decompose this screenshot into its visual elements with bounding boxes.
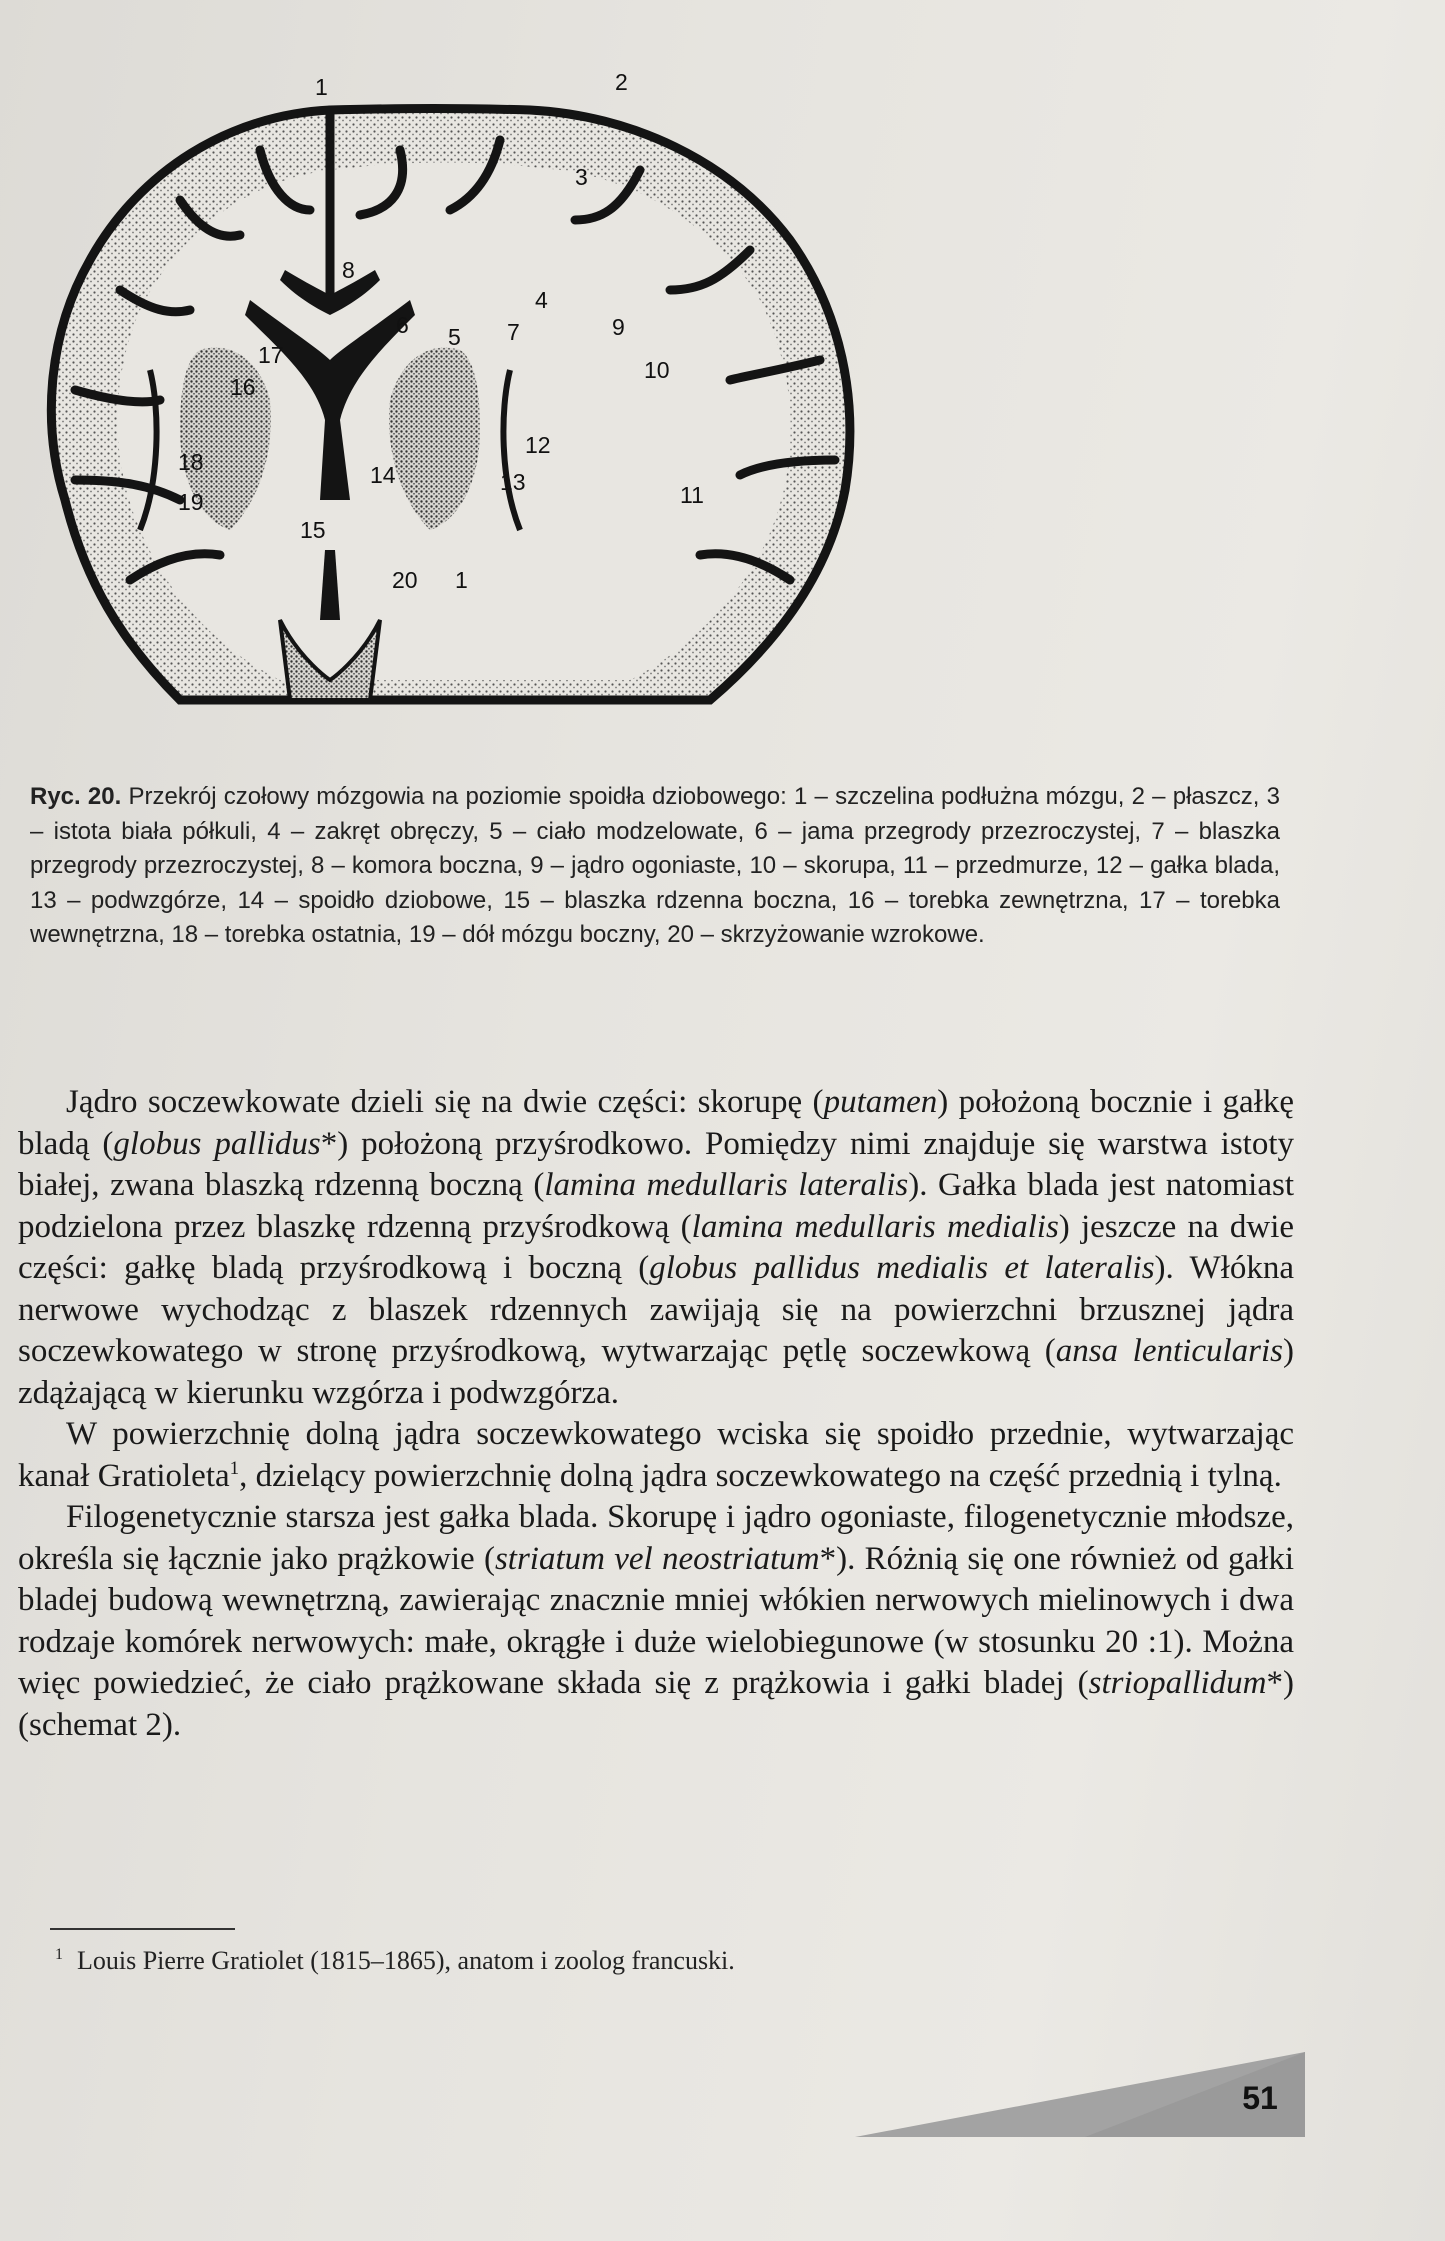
fig-label-4: 4 bbox=[535, 287, 548, 313]
fig-label-11: 11 bbox=[680, 482, 704, 508]
fig-label-1-bottom: 1 bbox=[455, 567, 468, 593]
fig-label-2: 2 bbox=[615, 69, 628, 95]
text-run: ) położoną bocznie i gałkę bladą ( bbox=[18, 1084, 1294, 1162]
fig-label-1: 1 bbox=[315, 74, 328, 100]
fig-label-14: 14 bbox=[370, 462, 396, 488]
text-run: Filogenetycznie starsza jest gałka blada. Skorupę i jądro ogoniaste, filogenetycznie młodsze, określa się łącznie jako prążkowie ( bbox=[18, 1499, 1294, 1577]
fig-label-12: 12 bbox=[525, 432, 551, 458]
caption-text: Przekrój czołowy mózgowia na poziomie spoidła dziobowego: 1 – szczelina podłużna mózgu, 2 – płaszcz, 3 – istota biała półkuli, 4 – zakręt obręczy, 5 – ciało modzelowate, 6 – jama przegrody przezroczystej, 7 – blaszka przegrody przezroczystej, 8 – komora boczna, 9 – jądro ogoniaste, 10 – skorupa, 11 – przedmurze, 12 – gałka blada, 13 – podwzgórze, 14 – spoidło dziobowe, 15 – blaszka rdzenna boczna, 16 – torebka zewnętrzna, 17 – torebka wewnętrzna, 18 – torebka ostatnia, 19 – dół mózgu boczny, 20 – skrzyżowanie wzrokowe. bbox=[30, 783, 1280, 948]
footnote-text: Louis Pierre Gratiolet (1815–1865), anatom i zoolog francuski. bbox=[77, 1946, 735, 1975]
fig-label-8: 8 bbox=[342, 257, 355, 283]
fig-label-3: 3 bbox=[575, 164, 588, 190]
fig-label-19: 19 bbox=[178, 489, 204, 515]
footnote-ref: 1 bbox=[229, 1457, 240, 1479]
text-run: *). Różnią się one również od gałki bladej budową wewnętrzną, zawierając znacznie mniej włókien nerwowych mielinowych i dwa rodzaje komórek nerwowych: małe, okrągłe i duże wielobiegunowe (w stosunku 20 :1). Można więc powiedzieć, że ciało prążkowane składa się z prążkowia i gałki bladej ( bbox=[18, 1540, 1294, 1701]
italic-term: globus pallidus medialis et lateralis bbox=[649, 1250, 1155, 1286]
text-run: Jądro soczewkowate dzieli się na dwie części: skorupę ( bbox=[66, 1084, 824, 1120]
text-run: *) położoną przyśrodkowo. Pomiędzy nimi znajduje się warstwa istoty białej, zwana blaszką rdzenną boczną ( bbox=[18, 1125, 1295, 1203]
fig-label-13: 13 bbox=[500, 469, 526, 495]
fig-label-17: 17 bbox=[258, 342, 284, 368]
page-number: 51 bbox=[1242, 2080, 1278, 2116]
fig-label-18: 18 bbox=[178, 449, 204, 475]
italic-term: lamina medullaris lateralis bbox=[544, 1167, 909, 1203]
text-run: , dzielący powierzchnię dolną jądra soczewkowatego na część przednią i tylną. bbox=[239, 1457, 1282, 1494]
fig-label-7: 7 bbox=[507, 319, 520, 345]
brain-illustration bbox=[30, 60, 870, 760]
fig-label-20: 20 bbox=[392, 567, 418, 593]
italic-term: striopallidum bbox=[1088, 1665, 1267, 1701]
footnote-mark: 1 bbox=[55, 1946, 63, 1964]
paragraph-3 bbox=[18, 1497, 1294, 1746]
fig-label-6: 6 bbox=[396, 312, 409, 338]
italic-term: striatum vel neostriatum bbox=[494, 1540, 820, 1577]
fig-label-16: 16 bbox=[230, 374, 256, 400]
fig-label-10: 10 bbox=[644, 357, 670, 383]
figure-caption bbox=[30, 780, 1280, 953]
fig-label-5: 5 bbox=[448, 324, 461, 350]
text-run: ) zdążającą w kierunku wzgórza i podwzgórza. bbox=[18, 1333, 1294, 1411]
caption-label: Ryc. 20. bbox=[30, 783, 122, 810]
main-text bbox=[18, 1082, 1294, 1746]
text-run: ). Gałka blada jest natomiast podzielona przez blaszkę rdzenną przyśrodkową ( bbox=[18, 1167, 1295, 1245]
italic-term: lamina medullaris medialis bbox=[691, 1208, 1059, 1245]
paragraph-1 bbox=[18, 1082, 1294, 1414]
paragraph-2 bbox=[18, 1414, 1294, 1497]
italic-term: globus pallidus bbox=[113, 1125, 321, 1162]
footnote bbox=[55, 1946, 735, 1976]
italic-term: putamen bbox=[823, 1084, 938, 1120]
fig-label-9: 9 bbox=[612, 314, 625, 340]
footnote-divider bbox=[50, 1928, 235, 1930]
text-run: ). Włókna nerwowe wychodząc z blaszek rdzennych zawijają się na powierzchni brzusznej jądra soczewkowatego w stronę przyśrodkową, wytwarzając pętlę soczewkową ( bbox=[18, 1250, 1294, 1369]
fig-label-15: 15 bbox=[300, 517, 326, 543]
italic-term: ansa lenticularis bbox=[1055, 1333, 1283, 1369]
brain-coronal-section-figure bbox=[30, 60, 870, 760]
text-run: ) jeszcze na dwie części: gałkę bladą przyśrodkową i boczną ( bbox=[18, 1208, 1295, 1286]
text-run: *) (schemat 2). bbox=[18, 1665, 1294, 1743]
text-run: W powierzchnię dolną jądra soczewkowatego wciska się spoidło przednie, wytwarzając kanał Gratioleta bbox=[18, 1416, 1294, 1494]
